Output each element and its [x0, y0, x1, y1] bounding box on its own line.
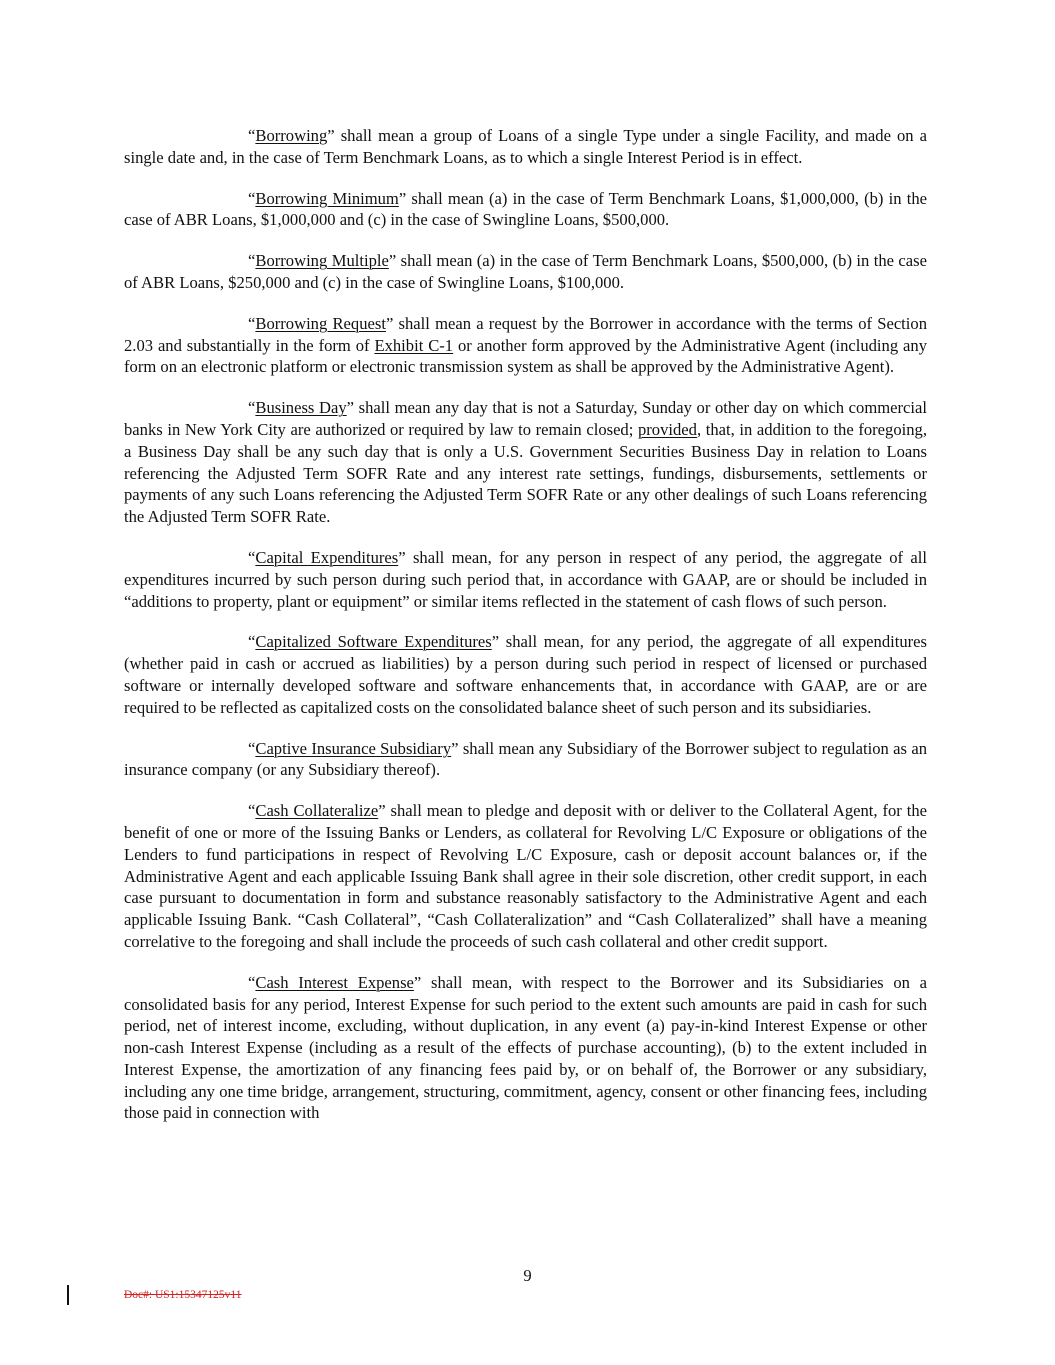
definition-text: shall mean, for any person in respect of any period, the aggregate of all expenditures incurred by such person during such period that, in accordance with GAAP, are or should be included in “additions to property, plant or equipment” or similar items reflected in the statement of cash flows of such person. [124, 547, 927, 611]
document-id-footer: Doc#: US1:15347125v11 [124, 1289, 242, 1301]
provided-term: provided [637, 419, 697, 439]
definition-text-continued: or another form approved by the Administrative Agent (including any form on an electronic platform or electronic transmission system as shall be approved by the Administrative Agent). [124, 335, 927, 377]
close-quote: ” [385, 313, 394, 333]
definition-capitalized-software-expenditures [124, 631, 927, 718]
defined-term: Borrowing Request [255, 313, 386, 333]
exhibit-reference: Exhibit C-1 [374, 335, 454, 355]
open-quote: “ [248, 126, 256, 145]
defined-term: Borrowing [255, 126, 328, 145]
document-body [124, 125, 927, 1143]
definition-capital-expenditures [124, 547, 927, 612]
definition-text: shall mean a request by the Borrower in accordance with the terms of Section 2.03 and substantially in the form of [124, 313, 927, 355]
definition-text: shall mean to pledge and deposit with or deliver to the Collateral Agent, for the benefit of one or more of the Issuing Banks or Lenders, as collateral for Revolving L/C Exposure or obligations of the Lenders to fund participations in respect of Revolving L/C Exposure, cash or deposit account balances or, if the Administrative Agent and each applicable Issuing Bank shall agree in their sole discretion, other credit support, in each case pursuant to documentation in form and substance reasonably satisfactory to the Administrative Agent and each applicable Issuing Bank. “Cash Collateral”, “Cash Collateralization” and “Cash Collateralized” shall have a meaning correlative to the foregoing and shall include the proceeds of such cash collateral and other credit support. [124, 801, 927, 951]
definition-borrowing-request [124, 313, 927, 378]
definition-cash-interest-expense [124, 972, 927, 1125]
definition-text: shall mean a group of Loans of a single Type under a single Facility, and made on a single date and, in the case of Term Benchmark Loans, as to which a single Interest Period is in effect. [124, 126, 927, 167]
open-quote: “ [248, 547, 256, 567]
open-quote: “ [248, 251, 256, 271]
close-quote: ” [398, 547, 406, 567]
open-quote: “ [248, 188, 256, 208]
definition-text: shall mean (a) in the case of Term Benchmark Loans, $500,000, (b) in the case of ABR Loans, $250,000 and (c) in the case of Swingline Loans, $100,000. [124, 251, 927, 292]
defined-term: Borrowing Multiple [255, 251, 389, 271]
defined-term: Business Day [255, 398, 347, 418]
defined-term: Cash Interest Expense [255, 972, 414, 992]
open-quote: “ [248, 632, 256, 652]
defined-term: Capital Expenditures [255, 547, 399, 567]
definition-borrowing [124, 125, 927, 169]
definition-business-day [124, 397, 927, 528]
revision-change-bar [67, 1285, 69, 1305]
definition-text: shall mean any day that is not a Saturday, Sunday or other day on which commercial banks in New York City are authorized or required by law to remain closed; [124, 398, 928, 439]
open-quote: “ [248, 801, 256, 821]
defined-term: Capitalized Software Expenditures [255, 632, 492, 652]
close-quote: ” [491, 632, 500, 652]
close-quote: ” [327, 126, 335, 145]
close-quote: ” [451, 738, 459, 758]
definition-text: shall mean any Subsidiary of the Borrower subject to regulation as an insurance company (or any Subsidiary thereof). [124, 738, 927, 780]
defined-term: Cash Collateralize [255, 801, 379, 821]
page-number: 9 [523, 1266, 532, 1285]
defined-term: Borrowing Minimum [255, 188, 399, 208]
definition-captive-insurance-subsidiary [124, 738, 927, 782]
close-quote: ” [413, 972, 422, 992]
definition-text: shall mean (a) in the case of Term Benchmark Loans, $1,000,000, (b) in the case of ABR Loans, $1,000,000 and (c) in the case of Swingline Loans, $500,000. [124, 188, 927, 230]
open-quote: “ [248, 313, 256, 333]
definition-cash-collateralize [124, 800, 927, 953]
open-quote: “ [248, 972, 256, 992]
definition-borrowing-minimum [124, 188, 927, 232]
definition-text: shall mean, with respect to the Borrower and its Subsidiaries on a consolidated basis for any period, Interest Expense for such period to the extent such amounts are paid in cash for such period, net of interest income, excluding, without duplication, in any event (a) pay-in-kind Interest Expense or other non-cash Interest Expense (including as a result of the effects of purchase accounting), (b) to the extent included in Interest Expense, the amortization of any financing fees paid by, or on behalf of, the Borrower or any subsidiary, including any one time bridge, arrangement, structuring, commitment, agency, consent or other financing fees, including those paid in connection with [124, 972, 927, 1123]
close-quote: ” [378, 801, 386, 821]
definition-text-continued: , that, in addition to the foregoing, a Business Day shall be any such day that is only a U.S. Government Securities Business Day in relation to Loans referencing the Adjusted Term SOFR Rate and any interest rate settings, fundings, disbursements, settlements or payments of any such Loans referencing the Adjusted Term SOFR Rate or any other dealings of such Loans referencing the Adjusted Term SOFR Rate. [124, 419, 927, 527]
defined-term: Captive Insurance Subsidiary [255, 738, 452, 758]
close-quote: ” [346, 398, 355, 418]
open-quote: “ [248, 738, 256, 758]
definition-text: shall mean, for any period, the aggregate of all expenditures (whether paid in cash or accrued as liabilities) by a person during such period in respect of licensed or purchased software or internally developed software and software enhancements that, in accordance with GAAP, are or are required to be reflected as capitalized costs on the consolidated balance sheet of such person and its subsidiaries. [124, 632, 927, 717]
open-quote: “ [248, 398, 256, 418]
close-quote: ” [388, 251, 397, 271]
definition-borrowing-multiple [124, 250, 927, 294]
close-quote: ” [398, 188, 407, 208]
